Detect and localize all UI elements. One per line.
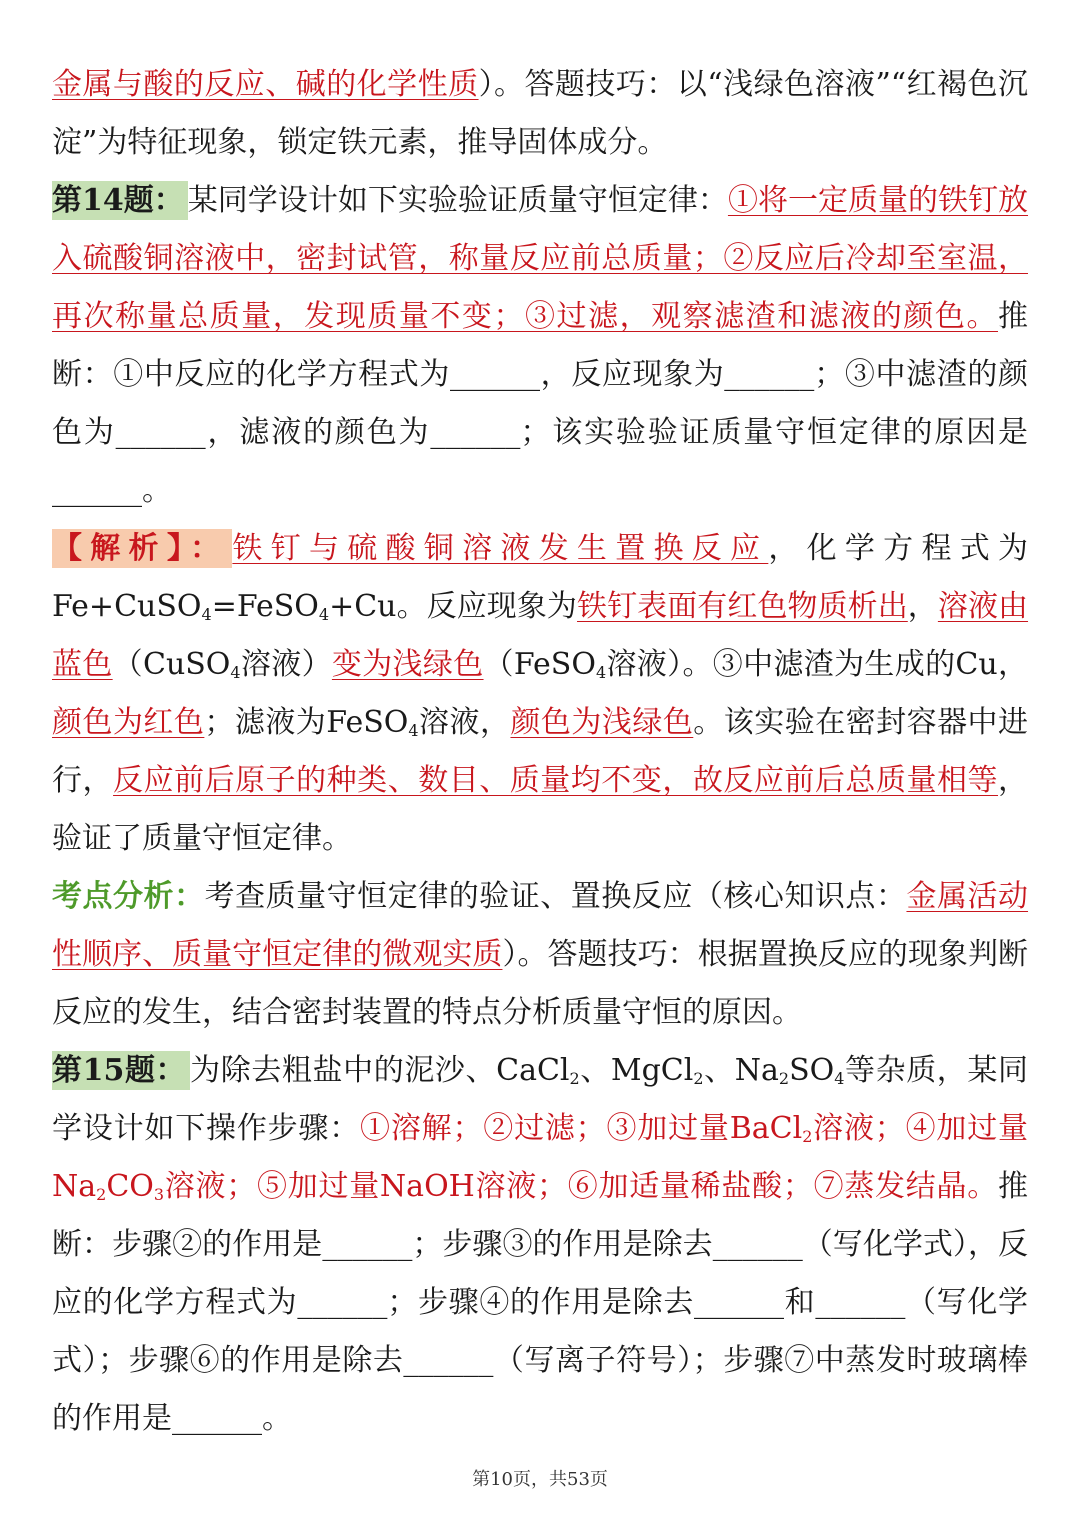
answer-14 <box>52 520 1028 868</box>
subscript: 4 <box>230 663 241 682</box>
text: ）。答题技巧：以“浅绿色溶液”“红褐色沉淀”为特征现象，锁定铁元素，推导固体成分。 <box>52 67 1029 160</box>
key-point-underlined: 变为浅绿色 <box>331 647 484 682</box>
key-point-underlined: 铁钉表面有红色物质析出 <box>577 589 908 624</box>
text: +Cu。反应现象为 <box>329 589 578 624</box>
text: ，化学方程式为Fe+CuSO <box>52 531 1029 624</box>
subscript: 4 <box>201 605 212 624</box>
steps-red: 溶液；④加过量Na <box>52 1111 1029 1204</box>
analysis-14 <box>52 868 1028 1042</box>
subscript: 2 <box>569 1069 580 1088</box>
key-point-underlined: 反应前后原子的种类、数目、质量均不变，故反应前后总质量相等 <box>113 763 999 798</box>
text: 为除去粗盐中的泥沙、CaCl <box>190 1053 570 1088</box>
subscript: 4 <box>318 605 330 624</box>
question-14 <box>52 172 1028 520</box>
text: 、MgCl <box>579 1053 694 1088</box>
experiment-steps-underlined: ①将一定质量的铁钉放入硫酸铜溶液中，密封试管，称量反应前总质量；②反应后冷却至室温，再次称量总质量，发现质量不变；③过滤，观察滤渣和滤液的颜色。 <box>52 183 1029 334</box>
text: =FeSO <box>211 589 319 624</box>
text: ， <box>907 589 938 624</box>
subscript: 4 <box>408 721 419 740</box>
text: 推断：①中反应的化学方程式为______，反应现象为______；③中滤渣的颜色为______，滤液的颜色为______；该实验验证质量守恒定律的原因是______。 <box>52 299 1028 508</box>
question-15 <box>52 1042 1028 1448</box>
page-footer: 第10页，共53页 <box>472 1469 608 1490</box>
question-label: 第15题： <box>52 1051 190 1090</box>
exam-point-label: 考点分析： <box>52 879 205 914</box>
subscript: 4 <box>595 663 607 682</box>
text: （CuSO <box>112 647 231 682</box>
text: 、Na <box>703 1053 779 1088</box>
page-content <box>52 56 1028 1448</box>
text: ；滤液为FeSO <box>204 705 409 740</box>
key-point-underlined: 溶液由蓝色 <box>52 589 1029 682</box>
text: （FeSO <box>483 647 596 682</box>
subscript: 2 <box>96 1185 107 1204</box>
text: ，验证了质量守恒定律。 <box>52 763 1029 856</box>
paragraph-prev-analysis <box>52 56 1028 172</box>
text: 溶液）。③中滤渣为生成的Cu， <box>606 647 1029 682</box>
subscript: 4 <box>834 1069 845 1088</box>
steps-red: ①溶解；②过滤；③加过量BaCl <box>360 1111 803 1146</box>
text: 溶液） <box>240 647 332 682</box>
steps-red: CO <box>106 1169 154 1204</box>
text: SO <box>789 1053 835 1088</box>
key-point-underlined: 颜色为浅绿色 <box>510 705 694 740</box>
key-point-underlined: 颜色为红色 <box>52 705 205 740</box>
subscript: 3 <box>153 1185 165 1204</box>
key-point-underlined: 铁钉与硫酸铜溶液发生置换反应 <box>232 531 769 566</box>
key-point-underlined: 金属与酸的反应、碱的化学性质 <box>52 67 479 102</box>
steps-red: 溶液；⑤加过量NaOH溶液；⑥加适量稀盐酸；⑦蒸发结晶。 <box>164 1169 998 1204</box>
text: 。该实验在密封容器中进行， <box>52 705 1029 798</box>
text: 推断：步骤②的作用是______；步骤③的作用是除去______（写化学式），反应的化学方程式为______；步骤④的作用是除去______和______（写化学式）；步骤⑥的作用是除去______（写离子符号）；步骤⑦中蒸发时玻璃棒的作用是______。 <box>52 1169 1028 1436</box>
text: 等杂质，某同学设计如下操作步骤： <box>52 1053 1029 1146</box>
analysis-label: 【解析】： <box>52 529 232 568</box>
text: 溶液， <box>418 705 511 740</box>
subscript: 2 <box>802 1127 813 1146</box>
text: ）。答题技巧：根据置换反应的现象判断反应的发生，结合密封装置的特点分析质量守恒的原因。 <box>52 937 1028 1030</box>
question-label: 第14题： <box>52 181 188 220</box>
text: 考查质量守恒定律的验证、置换反应（核心知识点： <box>204 879 907 914</box>
key-point-underlined: 金属活动性顺序、质量守恒定律的微观实质 <box>52 879 1029 972</box>
subscript: 2 <box>778 1069 790 1088</box>
text: 某同学设计如下实验验证质量守恒定律： <box>187 183 728 218</box>
subscript: 2 <box>693 1069 704 1088</box>
